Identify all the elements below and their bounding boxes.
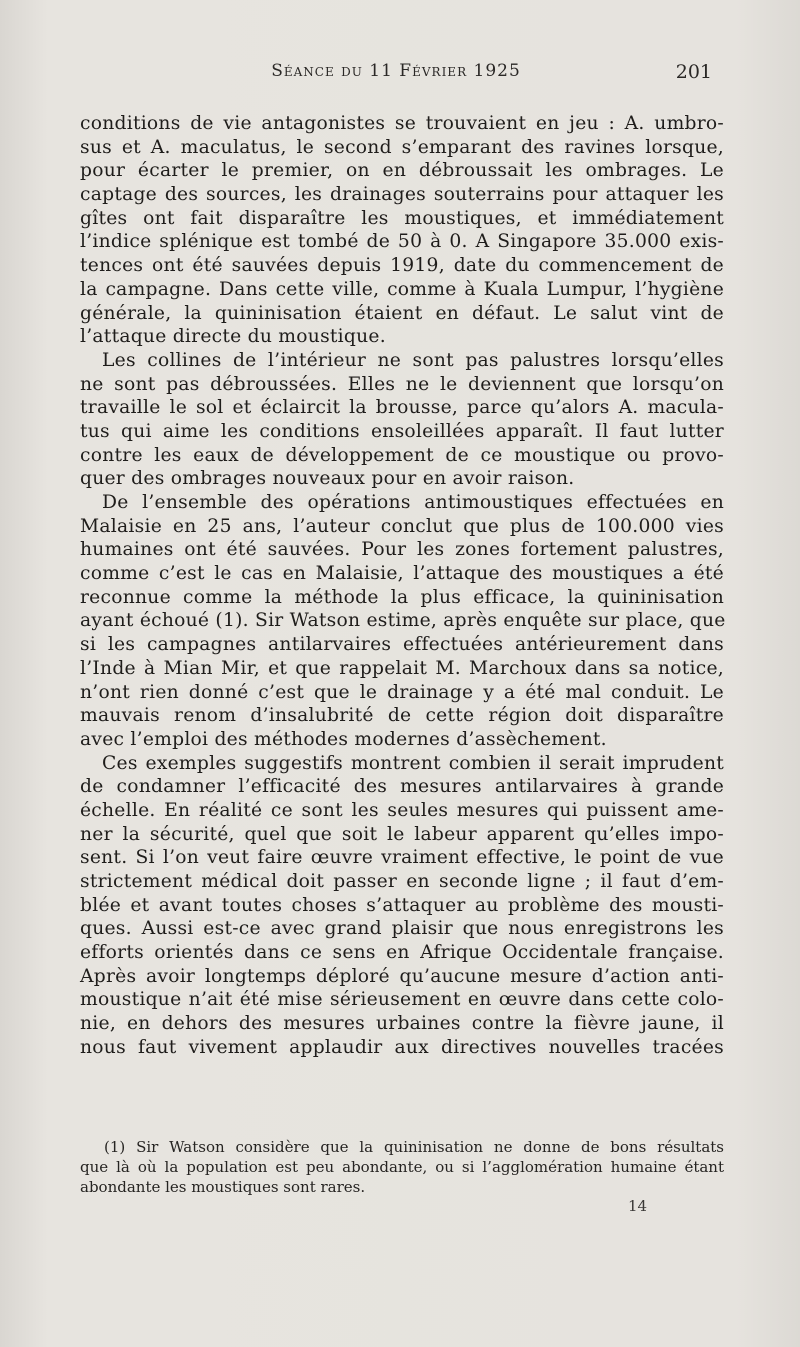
text-line: nous faut vivement applaudir aux directives nouvelles tracées <box>80 1036 724 1058</box>
text-line: De l’ensemble des opérations antimoustiques effectuées en <box>102 492 724 513</box>
text-line: de condamner l’efficacité des mesures antilarvaires à grande <box>80 776 724 798</box>
text-line: sent. Si l’on veut faire œuvre vraiment effective, le point de vue <box>80 847 724 869</box>
footnote-line: abondante les moustiques sont rares. <box>80 1178 366 1196</box>
text-line: blée et avant toutes choses s’attaquer au problème des mousti- <box>80 894 724 916</box>
text-line: ner la sécurité, quel que soit le labeur apparent qu’elles impo- <box>80 823 724 845</box>
footnotes <box>80 1137 724 1197</box>
text-line: travaille le sol et éclaircit la brousse, parce qu’alors A. macula- <box>80 397 724 419</box>
text-line: générale, la quininisation étaient en défaut. Le salut vint de <box>80 302 724 324</box>
text-line: contre les eaux de développement de ce moustique ou provo- <box>80 444 724 466</box>
text-line: moustique n’ait été mise sérieusement en œuvre dans cette colo- <box>80 989 724 1011</box>
text-line: l’indice splénique est tombé de 50 à 0. A Singapore 35.000 exis- <box>80 231 724 253</box>
text-line: Les collines de l’intérieur ne sont pas palustres lorsqu’elles <box>102 349 724 371</box>
text-line: n’ont rien donné c’est que le drainage y a été mal conduit. Le <box>80 681 724 703</box>
text-line: strictement médical doit passer en seconde ligne ; il faut d’em- <box>80 871 724 892</box>
text-line: ne sont pas débroussées. Elles ne le deviennent que lorsqu’on <box>80 373 724 395</box>
text-line: comme c’est le cas en Malaisie, l’attaque des moustiques a été <box>80 563 724 585</box>
text-line: la campagne. Dans cette ville, comme à Kuala Lumpur, l’hygiène <box>80 278 724 300</box>
text-line: tus qui aime les conditions ensoleillées apparaît. Il faut lutter <box>80 420 724 442</box>
footnote-line: (1) Sir Watson considère que la quininisation ne donne de bons résultats <box>104 1138 724 1156</box>
page-number: 201 <box>675 61 712 83</box>
text-line: nie, en dehors des mesures urbaines contre la fièvre jaune, il <box>80 1013 724 1035</box>
running-head: Séance du 11 Février 1925 <box>271 61 521 81</box>
text-line: conditions de vie antagonistes se trouvaient en jeu : A. umbro- <box>80 113 724 134</box>
text-line: ques. Aussi est-ce avec grand plaisir que nous enregistrons les <box>80 918 724 940</box>
text-line: échelle. En réalité ce sont les seules mesures qui puissent ame- <box>80 799 724 821</box>
text-line: l’Inde à Mian Mir, et que rappelait M. Marchoux dans sa notice, <box>80 657 724 679</box>
text-line: efforts orientés dans ce sens en Afrique Occidentale française. <box>80 942 724 964</box>
text-line: mauvais renom d’insalubrité de cette région doit disparaître <box>80 705 724 727</box>
text-line: reconnue comme la méthode la plus efficace, la quininisation <box>80 586 724 608</box>
text-line: captage des sources, les drainages souterrains pour attaquer les <box>80 184 724 206</box>
text-line: ayant échoué (1). Sir Watson estime, après enquête sur place, que <box>80 610 726 632</box>
text-line: l’attaque directe du moustique. <box>80 326 386 348</box>
text-line: gîtes ont fait disparaître les moustiques, et immédiatement <box>80 207 724 229</box>
page-header <box>80 61 712 91</box>
text-line: tences ont été sauvées depuis 1919, date du commencement de <box>80 255 724 277</box>
text-line: pour écarter le premier, on en débroussait les ombrages. Le <box>80 160 724 182</box>
footnote-line: que là où la population est peu abondante, ou si l’agglomération humaine étant <box>80 1158 724 1176</box>
text-line: avec l’emploi des méthodes modernes d’assèchement. <box>80 728 607 750</box>
text-line: quer des ombrages nouveaux pour en avoir raison. <box>80 468 575 490</box>
text-line: Ces exemples suggestifs montrent combien il serait imprudent <box>102 752 724 774</box>
text-line: si les campagnes antilarvaires effectuées antérieurement dans <box>80 634 724 656</box>
text-line: Malaisie en 25 ans, l’auteur conclut que plus de 100.000 vies <box>80 515 724 537</box>
text-line: Après avoir longtemps déploré qu’aucune mesure d’action anti- <box>80 965 724 987</box>
signature-mark: 14 <box>628 1197 648 1215</box>
body-text <box>80 112 724 1060</box>
text-line: sus et A. maculatus, le second s’emparant des ravines lorsque, <box>80 136 724 158</box>
text-line: humaines ont été sauvées. Pour les zones fortement palustres, <box>80 539 724 561</box>
